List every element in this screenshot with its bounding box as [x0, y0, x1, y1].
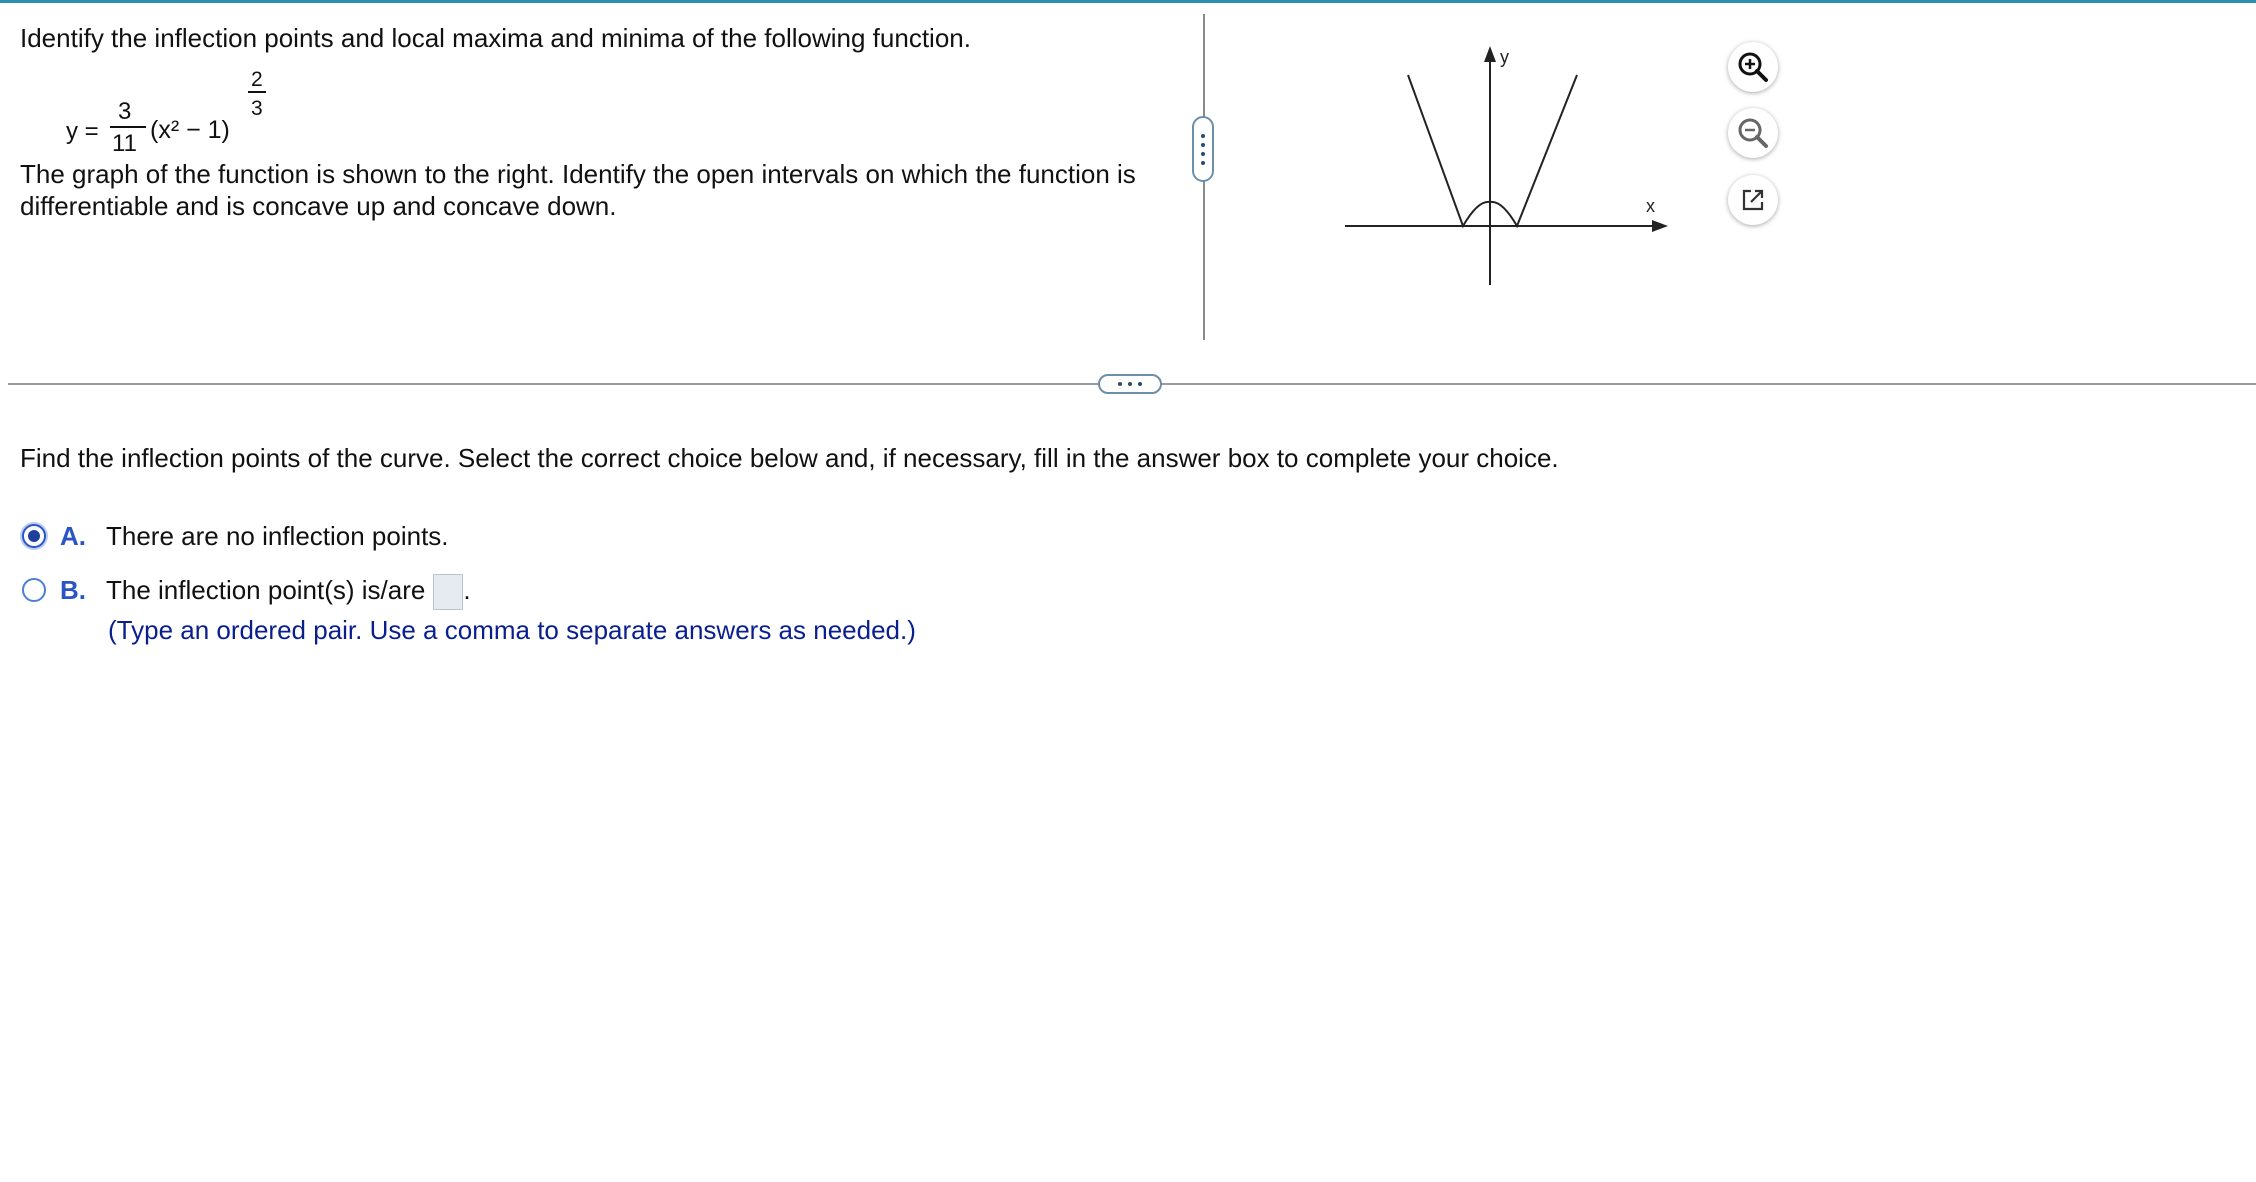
exponent-denominator: 3 — [251, 97, 263, 120]
choice-b[interactable] — [22, 574, 471, 610]
equation-lhs: y = — [66, 118, 99, 145]
choice-b-suffix: . — [463, 575, 471, 605]
external-link-icon — [1738, 185, 1768, 215]
answer-format-hint: (Type an ordered pair. Use a comma to separate answers as needed.) — [108, 615, 916, 645]
choice-b-radio[interactable] — [22, 578, 46, 602]
exponent-numerator: 2 — [251, 68, 263, 91]
function-graph — [1330, 30, 1700, 300]
coefficient-denominator: 11 — [112, 130, 137, 157]
equation-base: (x² − 1) — [150, 116, 230, 144]
inflection-point-answer-box[interactable] — [433, 574, 463, 610]
function-equation — [20, 58, 1180, 158]
question-pane — [20, 22, 1180, 222]
x-axis-label: x — [1646, 196, 1655, 216]
y-axis-arrow — [1484, 46, 1496, 62]
choice-b-text: The inflection point(s) is/are — [106, 575, 426, 605]
question-intro: Identify the inflection points and local maxima and minima of the following function. — [20, 23, 971, 53]
y-axis-label: y — [1500, 47, 1509, 67]
choice-a[interactable] — [22, 520, 449, 552]
zoom-in-button[interactable] — [1728, 42, 1778, 92]
choice-b-letter: B. — [60, 575, 86, 605]
part-prompt: Find the inflection points of the curve. Select the correct choice below and, if necessary, fill in the answer box to complete your choice. — [20, 443, 1559, 473]
horizontal-resize-handle[interactable] — [1098, 374, 1162, 394]
function-curve — [1408, 75, 1577, 226]
zoom-out-icon — [1736, 116, 1770, 150]
graph-svg — [1330, 30, 1700, 300]
choice-a-letter: A. — [60, 521, 86, 551]
zoom-in-icon — [1736, 50, 1770, 84]
x-axis-arrow — [1652, 220, 1668, 232]
graph-description: The graph of the function is shown to the right. Identify the open intervals on which the function is differentiable and is concave up and concave down. — [20, 159, 1136, 221]
top-accent-rule — [0, 0, 2256, 3]
pop-out-button[interactable] — [1728, 175, 1778, 225]
coefficient-numerator: 3 — [118, 98, 132, 125]
vertical-resize-handle[interactable] — [1192, 116, 1214, 182]
choice-a-radio[interactable] — [22, 524, 46, 548]
choice-a-text: There are no inflection points. — [106, 521, 449, 551]
zoom-out-button[interactable] — [1728, 108, 1778, 158]
